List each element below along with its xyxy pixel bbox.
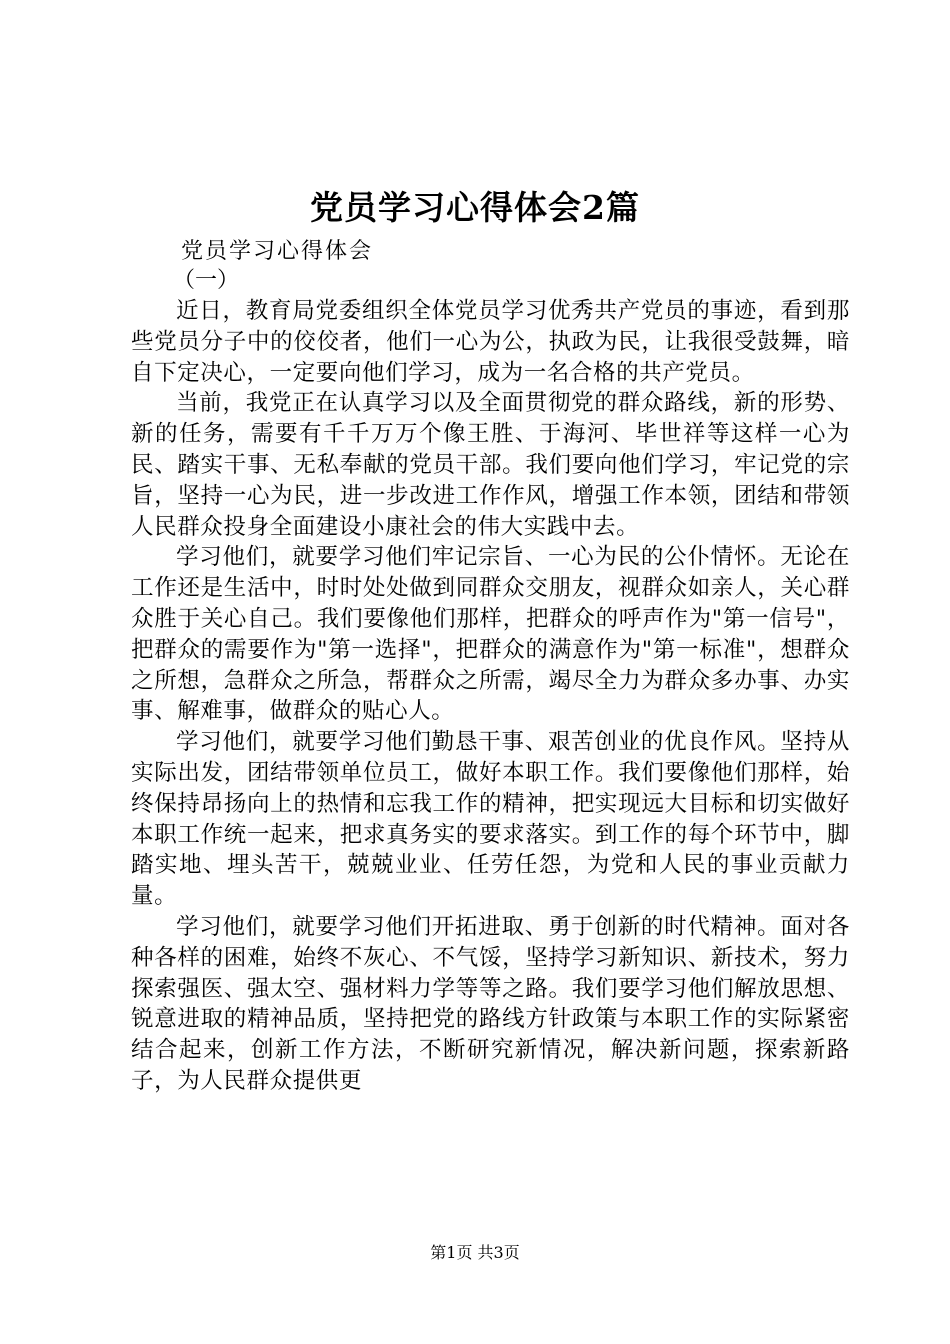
paragraph-1: 近日，教育局党委组织全体党员学习优秀共产党员的事迹，看到那些党员分子中的佼佼者，他们一心为公，执政为民，让我很受鼓舞，暗自下定决心，一定要向他们学习，成为一名合格的共产党员。: [131, 298, 850, 386]
paragraph-4: 学习他们，就要学习他们勤恳干事、艰苦创业的优良作风。坚持从实际出发，团结带领单位员工，做好本职工作。我们要像他们那样，始终保持昂扬向上的热情和忘我工作的精神，把实现远大目标和切实做好本职工作统一起来，把求真务实的要求落实。到工作的每个环节中，脚踏实地、埋头苦干，兢兢业业、任劳任怨，为党和人民的事业贡献力量。: [131, 729, 850, 910]
section-number: （一）: [173, 268, 240, 293]
document-subtitle: 党员学习心得体会: [181, 239, 374, 264]
paragraph-3: 学习他们，就要学习他们牢记宗旨、一心为民的公仆情怀。无论在工作还是生活中，时时处处做到同群众交朋友，视群众如亲人，关心群众胜于关心自己。我们要像他们那样，把群众的呼声作为"第一信号"，把群众的需要作为"第一选择"，把群众的满意作为"第一标准"，想群众之所想，急群众之所急，帮群众之所需，竭尽全力为群众多办事、办实事、解难事，做群众的贴心人。: [131, 544, 850, 725]
document-title: 党员学习心得体会2篇: [310, 188, 640, 227]
paragraph-5: 学习他们，就要学习他们开拓进取、勇于创新的时代精神。面对各种各样的困难，始终不灰心、不气馁，坚持学习新知识、新技术，努力探索强医、强太空、强材料力学等等之路。我们要学习他们解放思想、锐意进取的精神品质，坚持把党的路线方针政策与本职工作的实际紧密结合起来，创新工作方法，不断研究新情况，解决新问题，探索新路子，为人民群众提供更: [131, 913, 850, 1094]
document-body: [131, 296, 850, 1097]
page-footer: 第1页 共3页: [430, 1243, 520, 1262]
paragraph-2: 当前，我党正在认真学习以及全面贯彻党的群众路线，新的形势、新的任务，需要有千千万万个像王胜、于海河、毕世祥等这样一心为民、踏实干事、无私奉献的党员干部。我们要向他们学习，牢记党的宗旨，坚持一心为民，进一步改进工作作风，增强工作本领，团结和带领人民群众投身全面建设小康社会的伟大实践中去。: [131, 390, 850, 540]
